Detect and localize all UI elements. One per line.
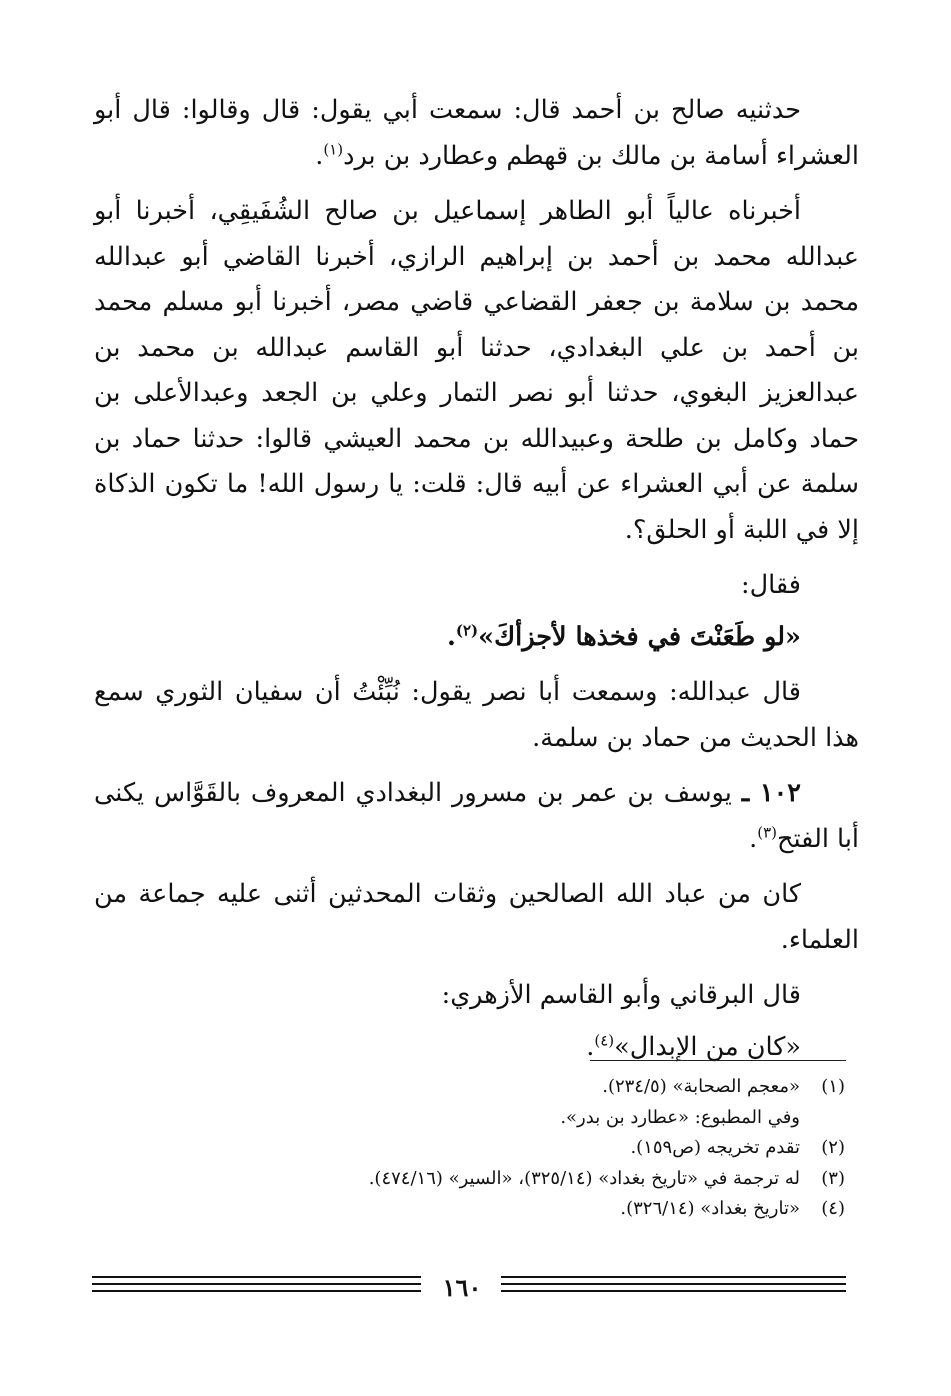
entry-number: ١٠٢ ـ [741,778,801,808]
page-footer [92,1266,846,1310]
footnote-ref: (٢) [455,621,479,639]
footnote-ref: (٣) [757,823,778,841]
paragraph-abdal: «كان من الإبدال»$^{(٤)}$. [586,1031,801,1062]
footnote-ref: (٤) [594,1031,615,1049]
footnote-ref: (١) [323,140,344,158]
footnote-3: (٣) له ترجمة في «تاريخ بغداد» (٣٢٥/١٤)، «السير» (٤٧٤/١٦). [368,1167,845,1189]
footnote-4: (٤) «تاريخ بغداد» (٣٢٦/١٤). [620,1198,845,1219]
footer-rule-left [92,1276,421,1298]
footnote-1: (١) «معجم الصحابة» (٢٣٤/٥). [602,1076,845,1097]
footnote-separator [590,1060,846,1061]
paragraph-isnad: أخبرناه عالياً أبو الطاهر إسماعيل بن صالح الشُفَيقِي، أخبرنا أبو عبدالله محمد بن أحمد بن إبراهيم الرازي، أخبرنا القاضي أبو عبدالله محمد بن سلامة بن جعفر القضاعي قاضي مصر، أخبرنا أبو مسلم محمد بن أحمد بن علي البغدادي، حدثنا أبو القاسم عبدالله بن محمد بن عبدالعزيز البغوي، حدثنا أبو نصر التمار وعلي بن الجعد وعبدالأعلى بن حماد وكامل بن طلحة وعبيدالله بن محمد العيشي قالوا: حدثنا حماد بن سلمة عن أبي العشراء عن أبيه قال: قلت: يا رسول الله! ما تكون الذكاة إلا في اللبة أو الحلق؟. [94,196,859,545]
paragraph-said: فقال: [741,570,801,600]
paragraph-praise: كان من عباد الله الصالحين وثقات المحدثين أثنى عليه جماعة من العلماء. [94,879,859,955]
footer-rule-right [501,1276,846,1298]
page-number: ١٦٠ [442,1273,482,1302]
paragraph-entry-102: ١٠٢ ـ يوسف بن عمر بن مسرور البغدادي المعروف بالقَوَّاس يكنى أبا الفتح$^{(٣)}$. [94,778,859,854]
paragraph-chain-1: حدثنيه صالح بن أحمد قال: سمعت أبي يقول: قال وقالوا: قال أبو العشراء أسامة بن مالك بن قهطم وعطارد بن برد$^{(١)}$. [94,95,859,171]
paragraph-hadith: «لو طَعَنْتَ في فخذها لأجزأكَ»$^{(٢)}$. [446,621,801,652]
footnote-1-note: وفي المطبوع: «عطارد بن بدر». [560,1106,800,1128]
footnotes [85,1072,845,1225]
main-text [94,88,859,1076]
paragraph-abdullah: قال عبدالله: وسمعت أبا نصر يقول: نُبِّئْتُ أن سفيان الثوري سمع هذا الحديث من حماد بن سلمة. [94,677,859,753]
footnote-2: (٢) تقدم تخريجه (ص١٥٩). [630,1137,845,1158]
paragraph-barqani: قال البرقاني وأبو القاسم الأزهري: [441,980,801,1010]
